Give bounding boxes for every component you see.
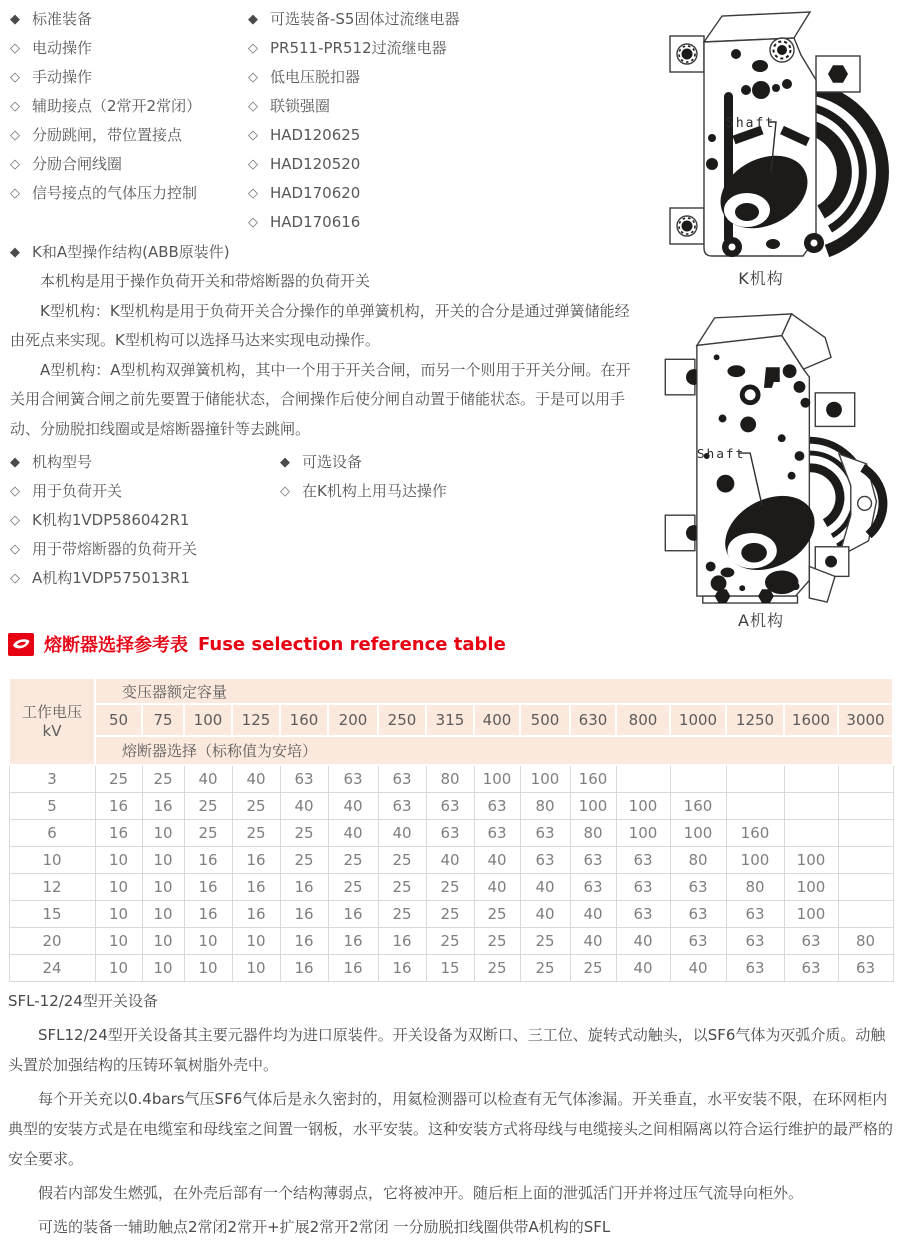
capacity-value-cell-10: 630 — [570, 704, 616, 736]
fuse-value-cell: 63 — [616, 874, 670, 901]
list-item-0 — [248, 34, 518, 63]
table-header-row-selection — [9, 736, 893, 765]
a-mechanism-caption: A机构 — [738, 611, 784, 630]
fuse-value-cell: 10 — [95, 874, 142, 901]
fuse-value-cell: 63 — [570, 847, 616, 874]
fuse-value-cell: 10 — [142, 847, 184, 874]
fuse-table-container — [8, 677, 894, 982]
fuse-value-cell: 16 — [280, 901, 328, 928]
standard-equipment-list — [10, 5, 246, 208]
fuse-value-cell: 10 — [184, 928, 232, 955]
fuse-value-cell: 16 — [378, 955, 426, 982]
capacity-value-cell-0: 50 — [95, 704, 142, 736]
fuse-value-cell — [784, 765, 838, 793]
fuse-value-cell: 25 — [426, 874, 474, 901]
fuse-value-cell: 10 — [142, 901, 184, 928]
fuse-value-cell: 40 — [520, 901, 570, 928]
fuse-value-cell: 10 — [142, 820, 184, 847]
k-mechanism-caption: K机构 — [738, 269, 784, 288]
fuse-value-cell: 40 — [474, 874, 520, 901]
kv-cell: 24 — [9, 955, 95, 982]
sfl-description-section — [8, 986, 894, 1242]
fuse-value-cell: 160 — [726, 820, 784, 847]
diamond-outline-icon: ◇ — [10, 571, 20, 586]
fuse-value-cell: 63 — [520, 847, 570, 874]
kv-header-cell — [9, 678, 95, 765]
diamond-outline-icon: ◇ — [248, 186, 258, 201]
fuse-value-cell: 15 — [426, 955, 474, 982]
table-row-kv-3 — [9, 765, 893, 793]
list-item-0 — [10, 477, 270, 506]
list-item-title — [248, 5, 518, 34]
fuse-value-cell: 40 — [520, 874, 570, 901]
fuse-value-cell: 25 — [520, 928, 570, 955]
a-mechanism-figure — [630, 308, 892, 631]
diamond-filled-icon: ◆ — [248, 12, 258, 27]
fuse-value-cell: 16 — [95, 793, 142, 820]
list-item-5 — [248, 179, 518, 208]
fuse-heading-en: Fuse selection reference table — [198, 633, 506, 655]
fuse-value-cell: 63 — [426, 793, 474, 820]
diamond-outline-icon: ◇ — [10, 41, 20, 56]
fuse-value-cell: 63 — [670, 874, 726, 901]
mechanism-paragraph-2: A型机构：A型机构双弹簧机构，其中一个用于开关合闸，而另一个则用于开关分闸。在开关用合闸簧合闸之前先要置于储能状态，合闸操作后使分闸自动置于储能状态。于是可以用手动、分励脱扣线圈或是熔断器撞针等去跳闸。 — [10, 360, 631, 438]
list-item-3 — [248, 121, 518, 150]
list-item-label: 手动操作 — [32, 68, 93, 86]
list-item-label: 辅助接点（2常开2常闭） — [32, 97, 202, 115]
sfl-paragraph-1: 每个开关充以0.4bars气压SF6气体后是永久密封的，用氦检测器可以检查有无气体渗漏。开关垂直，水平安装不限，在环网柜内典型的安装方式是在电缆室和母线室之间置一钢板，水平安装。这种安装方式将母线与电缆接头之间相隔离以符合运行维护的最严格的安全要求。 — [8, 1090, 894, 1168]
list-item-0 — [10, 34, 246, 63]
brand-swoosh-icon — [8, 633, 34, 656]
fuse-value-cell: 40 — [670, 955, 726, 982]
list-item-4 — [10, 150, 246, 179]
list-item-2 — [10, 92, 246, 121]
fuse-value-cell: 63 — [378, 765, 426, 793]
fuse-value-cell: 16 — [184, 874, 232, 901]
fuse-value-cell: 10 — [184, 955, 232, 982]
fuse-value-cell — [784, 820, 838, 847]
fuse-value-cell: 63 — [328, 765, 378, 793]
fuse-value-cell — [726, 793, 784, 820]
capacity-value-cell-1: 75 — [142, 704, 184, 736]
list-item-label: 在K机构上用马达操作 — [302, 482, 447, 500]
fuse-value-cell: 80 — [520, 793, 570, 820]
diamond-outline-icon: ◇ — [248, 41, 258, 56]
fuse-value-cell: 40 — [474, 847, 520, 874]
fuse-value-cell: 10 — [142, 955, 184, 982]
fuse-heading-zh: 熔断器选择参考表 — [44, 635, 188, 656]
k-mechanism-drawing — [630, 0, 892, 262]
a-mechanism-drawing — [630, 308, 892, 604]
fuse-value-cell: 100 — [570, 793, 616, 820]
list-item-label: 可选设备 — [302, 453, 363, 471]
fuse-value-cell: 16 — [328, 901, 378, 928]
fuse-value-cell: 80 — [726, 874, 784, 901]
fuse-value-cell: 63 — [670, 901, 726, 928]
fuse-value-cell: 25 — [378, 874, 426, 901]
fuse-value-cell — [670, 765, 726, 793]
table-row-kv-6 — [9, 820, 893, 847]
capacity-value-cell-9: 500 — [520, 704, 570, 736]
diamond-outline-icon: ◇ — [248, 99, 258, 114]
fuse-value-cell: 63 — [474, 820, 520, 847]
diamond-outline-icon: ◇ — [10, 128, 20, 143]
list-item-2 — [248, 92, 518, 121]
list-item-6 — [248, 208, 518, 237]
fuse-value-cell: 100 — [726, 847, 784, 874]
fuse-value-cell: 63 — [838, 955, 893, 982]
fuse-value-cell — [784, 793, 838, 820]
diamond-outline-icon: ◇ — [248, 215, 258, 230]
fuse-value-cell: 40 — [328, 793, 378, 820]
list-item-0 — [280, 477, 540, 506]
capacity-value-cell-7: 315 — [426, 704, 474, 736]
diamond-outline-icon: ◇ — [248, 157, 258, 172]
list-item-label: K机构1VDP586042R1 — [32, 511, 190, 529]
selection-header-cell: 熔断器选择（标称值为安培） — [95, 736, 893, 765]
sfl-paragraphs — [8, 1020, 894, 1242]
list-item-label: HAD170616 — [270, 213, 361, 231]
list-item-label: 标准装备 — [32, 10, 93, 28]
fuse-value-cell: 63 — [570, 874, 616, 901]
list-item-1 — [10, 63, 246, 92]
fuse-value-cell: 25 — [184, 820, 232, 847]
fuse-value-cell: 10 — [95, 955, 142, 982]
fuse-value-cell: 80 — [426, 765, 474, 793]
list-item-label: 机构型号 — [32, 453, 93, 471]
mechanism-paragraphs — [10, 267, 644, 444]
fuse-value-cell — [616, 765, 670, 793]
fuse-value-cell: 25 — [328, 847, 378, 874]
fuse-value-cell: 100 — [670, 820, 726, 847]
fuse-value-cell: 16 — [280, 928, 328, 955]
fuse-value-cell: 63 — [726, 928, 784, 955]
fuse-value-cell: 16 — [232, 901, 280, 928]
optional-equipment-list — [248, 5, 518, 237]
list-item-4 — [248, 150, 518, 179]
fuse-value-cell: 25 — [570, 955, 616, 982]
list-item-label: 电动操作 — [32, 39, 93, 57]
list-item-label: 分励跳闸，带位置接点 — [32, 126, 183, 144]
fuse-value-cell: 63 — [616, 847, 670, 874]
fuse-value-cell: 25 — [474, 928, 520, 955]
list-item-label: HAD170620 — [270, 184, 361, 202]
list-item-5 — [10, 179, 246, 208]
capacity-value-cell-3: 125 — [232, 704, 280, 736]
table-row-kv-15 — [9, 901, 893, 928]
table-header-row-capacity — [9, 678, 893, 704]
kv-cell: 6 — [9, 820, 95, 847]
list-item-3 — [10, 564, 270, 593]
mechanism-title: K和A型操作结构(ABB原装件) — [32, 243, 230, 261]
fuse-value-cell: 40 — [378, 820, 426, 847]
mechanism-title-row — [10, 238, 644, 267]
diamond-filled-icon: ◆ — [10, 455, 20, 470]
capacity-value-cell-2: 100 — [184, 704, 232, 736]
mechanism-section — [10, 238, 644, 444]
list-item-label: 低电压脱扣器 — [270, 68, 361, 86]
fuse-value-cell: 25 — [142, 765, 184, 793]
capacity-value-cell-8: 400 — [474, 704, 520, 736]
fuse-value-cell: 25 — [520, 955, 570, 982]
kv-header-text — [10, 703, 94, 741]
fuse-value-cell: 100 — [520, 765, 570, 793]
capacity-value-cell-12: 1000 — [670, 704, 726, 736]
diamond-outline-icon: ◇ — [280, 484, 290, 499]
shaft-label: Shaft — [696, 446, 746, 462]
fuse-value-cell: 10 — [142, 928, 184, 955]
diamond-outline-icon: ◇ — [248, 70, 258, 85]
fuse-value-cell: 16 — [95, 820, 142, 847]
list-item-3 — [10, 121, 246, 150]
fuse-selection-table — [8, 677, 894, 982]
table-row-kv-24 — [9, 955, 893, 982]
fuse-value-cell: 25 — [184, 793, 232, 820]
diamond-outline-icon: ◇ — [10, 157, 20, 172]
fuse-value-cell: 25 — [474, 955, 520, 982]
fuse-value-cell: 25 — [426, 901, 474, 928]
fuse-value-cell: 16 — [328, 955, 378, 982]
table-row-kv-10 — [9, 847, 893, 874]
fuse-value-cell: 25 — [280, 820, 328, 847]
diamond-filled-icon: ◆ — [10, 245, 20, 260]
fuse-value-cell: 80 — [670, 847, 726, 874]
fuse-value-cell: 25 — [474, 901, 520, 928]
fuse-value-cell: 80 — [570, 820, 616, 847]
fuse-value-cell: 40 — [616, 955, 670, 982]
fuse-value-cell: 10 — [95, 928, 142, 955]
fuse-value-cell: 40 — [570, 928, 616, 955]
kv-cell: 10 — [9, 847, 95, 874]
list-item-label: 用于带熔断器的负荷开关 — [32, 540, 198, 558]
k-mechanism-figure — [630, 0, 892, 289]
fuse-value-cell: 16 — [280, 955, 328, 982]
fuse-value-cell: 40 — [570, 901, 616, 928]
kv-cell: 5 — [9, 793, 95, 820]
fuse-value-cell: 25 — [95, 765, 142, 793]
fuse-value-cell: 16 — [232, 874, 280, 901]
fuse-value-cell: 10 — [142, 874, 184, 901]
fuse-value-cell: 63 — [726, 955, 784, 982]
diamond-outline-icon: ◇ — [10, 99, 20, 114]
table-row-kv-5 — [9, 793, 893, 820]
fuse-value-cell: 25 — [280, 847, 328, 874]
mechanism-paragraph-0: 本机构是用于操作负荷开关和带熔断器的负荷开关 — [40, 272, 371, 290]
fuse-value-cell: 63 — [378, 793, 426, 820]
list-item-label: 信号接点的气体压力控制 — [32, 184, 198, 202]
list-item-label: HAD120625 — [270, 126, 361, 144]
optional-device-list — [280, 448, 540, 506]
fuse-value-cell: 40 — [280, 793, 328, 820]
kv-cell: 12 — [9, 874, 95, 901]
list-item-2 — [10, 535, 270, 564]
fuse-value-cell — [838, 847, 893, 874]
list-item-1 — [10, 506, 270, 535]
list-item-label: PR511-PR512过流继电器 — [270, 39, 447, 57]
capacity-value-cell-11: 800 — [616, 704, 670, 736]
list-item-title — [10, 448, 270, 477]
fuse-value-cell: 25 — [232, 820, 280, 847]
fuse-value-cell: 25 — [426, 928, 474, 955]
fuse-value-cell: 100 — [474, 765, 520, 793]
kv-header-line2: kV — [42, 721, 62, 740]
table-row-kv-12 — [9, 874, 893, 901]
sfl-paragraph-2: 假若内部发生燃弧，在外壳后部有一个结构薄弱点，它将被冲开。随后柜上面的泄弧活门开并将过压气流导向柜外。 — [38, 1184, 804, 1202]
table-row-kv-20 — [9, 928, 893, 955]
fuse-value-cell: 63 — [520, 820, 570, 847]
fuse-value-cell — [838, 874, 893, 901]
kv-cell: 20 — [9, 928, 95, 955]
model-number-list — [10, 448, 270, 593]
capacity-value-cell-6: 250 — [378, 704, 426, 736]
kv-cell: 15 — [9, 901, 95, 928]
capacity-header-cell: 变压器额定容量 — [95, 678, 893, 704]
fuse-value-cell: 63 — [616, 901, 670, 928]
fuse-value-cell: 16 — [184, 901, 232, 928]
mechanism-paragraph-1: K型机构：K型机构是用于负荷开关合分操作的单弹簧机构，开关的合分是通过弹簧储能经由死点来实现。K型机构可以选择马达来实现电动操作。 — [10, 301, 630, 349]
list-item-label: 可选装备-S5固体过流继电器 — [270, 10, 460, 28]
fuse-value-cell: 40 — [616, 928, 670, 955]
fuse-value-cell: 80 — [838, 928, 893, 955]
fuse-section-heading — [8, 631, 506, 657]
fuse-value-cell: 16 — [184, 847, 232, 874]
fuse-value-cell: 63 — [784, 955, 838, 982]
fuse-value-cell — [838, 901, 893, 928]
fuse-value-cell: 16 — [142, 793, 184, 820]
diamond-outline-icon: ◇ — [248, 128, 258, 143]
kv-cell: 3 — [9, 765, 95, 793]
fuse-value-cell: 100 — [616, 820, 670, 847]
fuse-value-cell: 25 — [328, 874, 378, 901]
list-item-title — [10, 5, 246, 34]
list-item-label: 用于负荷开关 — [32, 482, 123, 500]
diamond-outline-icon: ◇ — [10, 542, 20, 557]
diamond-outline-icon: ◇ — [10, 484, 20, 499]
fuse-value-cell: 100 — [616, 793, 670, 820]
fuse-value-cell: 16 — [232, 847, 280, 874]
list-item-label: A机构1VDP575013R1 — [32, 569, 190, 587]
capacity-value-cell-4: 160 — [280, 704, 328, 736]
fuse-value-cell — [838, 765, 893, 793]
fuse-value-cell: 10 — [232, 928, 280, 955]
fuse-value-cell: 16 — [378, 928, 426, 955]
capacity-value-cell-5: 200 — [328, 704, 378, 736]
diamond-outline-icon: ◇ — [10, 70, 20, 85]
diamond-outline-icon: ◇ — [10, 186, 20, 201]
fuse-value-cell: 10 — [95, 901, 142, 928]
fuse-value-cell: 63 — [726, 901, 784, 928]
fuse-value-cell: 160 — [670, 793, 726, 820]
sfl-title: SFL-12/24型开关设备 — [8, 992, 158, 1010]
fuse-value-cell — [726, 765, 784, 793]
fuse-value-cell: 10 — [95, 847, 142, 874]
sfl-paragraph-0: SFL12/24型开关设备其主要元器件均为进口原装件。开关设备为双断口、三工位、旋转式动触头，以SF6气体为灭弧介质。动触头置於加强结构的压铸环氧树脂外壳中。 — [8, 1026, 886, 1074]
fuse-value-cell: 63 — [474, 793, 520, 820]
fuse-value-cell: 16 — [328, 928, 378, 955]
kv-header-line1: 工作电压 — [21, 702, 82, 721]
fuse-value-cell: 40 — [232, 765, 280, 793]
fuse-value-cell: 25 — [232, 793, 280, 820]
fuse-value-cell — [838, 793, 893, 820]
list-item-label: HAD120520 — [270, 155, 361, 173]
fuse-value-cell: 100 — [784, 874, 838, 901]
fuse-value-cell: 63 — [784, 928, 838, 955]
diamond-filled-icon: ◆ — [280, 455, 290, 470]
list-item-title — [280, 448, 540, 477]
list-item-label: 联锁强圈 — [270, 97, 331, 115]
fuse-value-cell: 25 — [378, 901, 426, 928]
fuse-value-cell: 40 — [328, 820, 378, 847]
fuse-value-cell: 100 — [784, 847, 838, 874]
fuse-value-cell: 63 — [670, 928, 726, 955]
fuse-value-cell: 63 — [280, 765, 328, 793]
fuse-value-cell — [838, 820, 893, 847]
fuse-value-cell: 40 — [426, 847, 474, 874]
table-header-row-values — [9, 704, 893, 736]
fuse-value-cell: 63 — [426, 820, 474, 847]
shaft-label: Shaft — [726, 116, 776, 131]
fuse-value-cell: 25 — [378, 847, 426, 874]
list-item-1 — [248, 63, 518, 92]
sfl-paragraph-3: 可选的装备一辅助触点2常闭2常开+扩展2常开2常闭 一分励脱扣线圈供带A机构的SFL — [38, 1218, 611, 1236]
fuse-value-cell: 160 — [570, 765, 616, 793]
capacity-value-cell-14: 1600 — [784, 704, 838, 736]
fuse-value-cell: 10 — [232, 955, 280, 982]
fuse-value-cell: 40 — [184, 765, 232, 793]
fuse-value-cell: 100 — [784, 901, 838, 928]
fuse-value-cell: 16 — [280, 874, 328, 901]
diamond-filled-icon: ◆ — [10, 12, 20, 27]
list-item-label: 分励合闸线圈 — [32, 155, 123, 173]
capacity-value-cell-15: 3000 — [838, 704, 893, 736]
capacity-value-cell-13: 1250 — [726, 704, 784, 736]
diamond-outline-icon: ◇ — [10, 513, 20, 528]
